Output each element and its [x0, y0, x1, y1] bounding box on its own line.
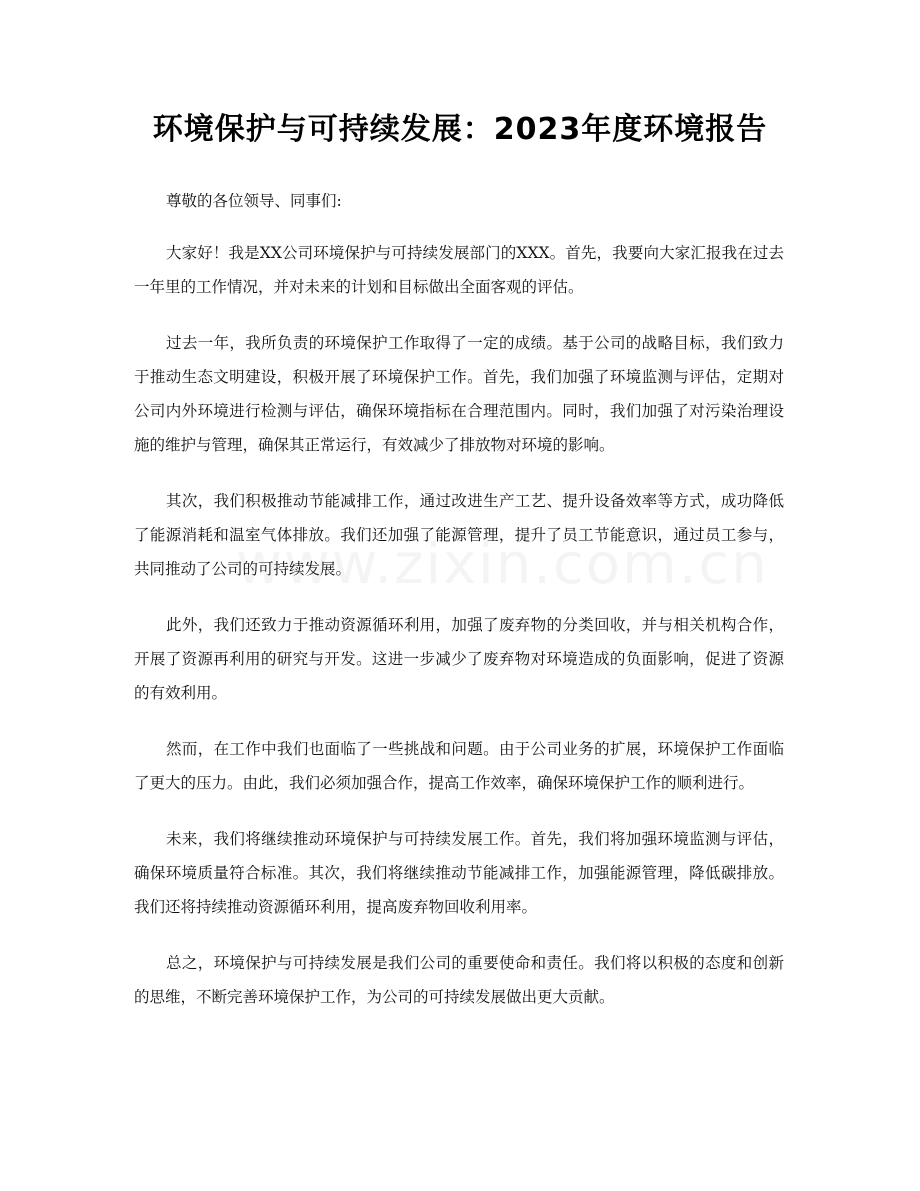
recycling-paragraph: 此外，我们还致力于推动资源循环利用，加强了废弃物的分类回收，并与相关机构合作，开展了资源再利用的研究与开发。这进一步减少了废弃物对环境造成的负面影响，促进了资源的有效利用。	[134, 616, 784, 702]
energy-saving-paragraph: 其次，我们积极推动节能减排工作，通过改进生产工艺、提升设备效率等方式，成功降低了能源消耗和温室气体排放。我们还加强了能源管理，提升了员工节能意识，通过员工参与，共同推动了公司的可持续发展。	[134, 492, 784, 578]
greeting-paragraph: 尊敬的各位领导、同事们:	[166, 192, 342, 210]
document-body	[134, 184, 784, 1036]
conclusion-paragraph: 总之，环境保护与可持续发展是我们公司的重要使命和责任。我们将以积极的态度和创新的思维，不断完善环境保护工作，为公司的可持续发展做出更大贡献。	[134, 954, 784, 1006]
challenges-paragraph: 然而，在工作中我们也面临了一些挑战和问题。由于公司业务的扩展，环境保护工作面临了更大的压力。由此，我们必须加强合作，提高工作效率，确保环境保护工作的顺利进行。	[134, 740, 784, 792]
intro-paragraph: 大家好！我是XX公司环境保护与可持续发展部门的XXX。首先，我要向大家汇报我在过去一年里的工作情况，并对未来的计划和目标做出全面客观的评估。	[134, 244, 784, 296]
document-title: 环境保护与可持续发展：2023年度环境报告	[152, 112, 768, 147]
future-plans-paragraph: 未来，我们将继续推动环境保护与可持续发展工作。首先，我们将加强环境监测与评估，确保环境质量符合标准。其次，我们将继续推动节能减排工作，加强能源管理，降低碳排放。我们还将持续推动资源循环利用，提高废弃物回收利用率。	[134, 830, 784, 916]
achievements-paragraph: 过去一年，我所负责的环境保护工作取得了一定的成绩。基于公司的战略目标，我们致力于推动生态文明建设，积极开展了环境保护工作。首先，我们加强了环境监测与评估，定期对公司内外环境进行检测与评估，确保环境指标在合理范围内。同时，我们加强了对污染治理设施的维护与管理，确保其正常运行，有效减少了排放物对环境的影响。	[134, 334, 784, 454]
